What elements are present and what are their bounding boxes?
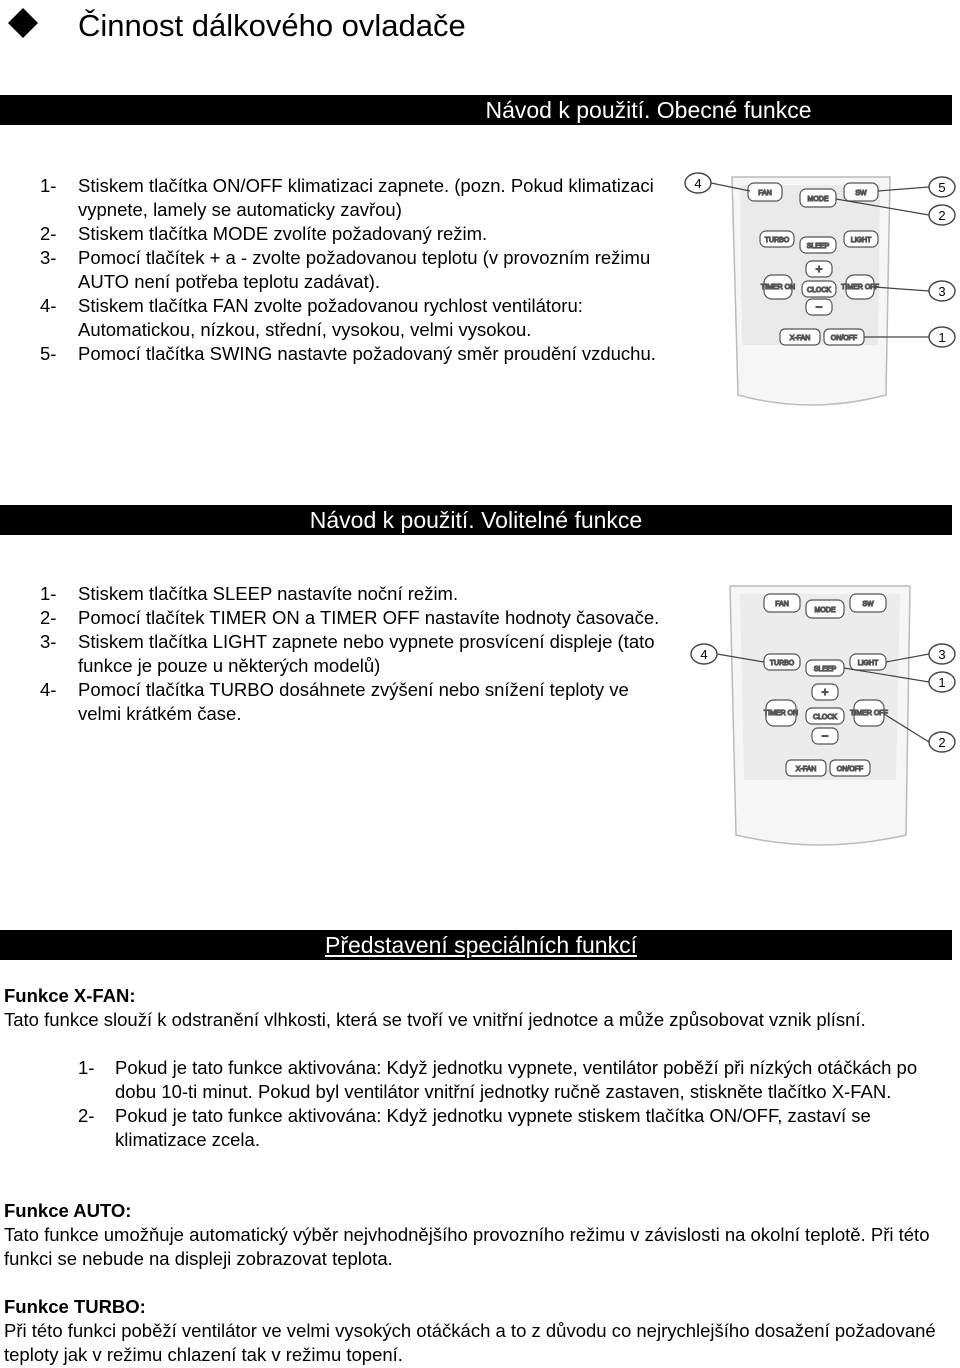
list-item: 2- Stiskem tlačítka MODE zvolíte požadovaný režim.	[40, 223, 488, 244]
list-item: 4- Pomocí tlačítka TURBO dosáhnete zvýšení nebo snížení teploty ve velmi krátkém čase.	[40, 679, 629, 724]
list-item: 2- Pokud je tato funkce aktivována: Když jednotku vypnete stiskem tlačítka ON/OFF, zastaví se klimatizace zcela.	[78, 1105, 871, 1150]
clock-button	[802, 281, 836, 297]
plus-button	[806, 261, 832, 277]
callout-2	[929, 205, 955, 225]
section-heading-special: Představení speciálních funkcí	[0, 930, 952, 960]
svg-text:4: 4	[700, 647, 708, 662]
minus-button	[806, 299, 832, 315]
onoff-button	[824, 329, 864, 345]
svg-text:4: 4	[694, 176, 702, 191]
xfan-heading: Funkce X-FAN:	[4, 985, 136, 1006]
svg-text:MODE: MODE	[807, 196, 829, 203]
list-item: 1- Stiskem tlačítka ON/OFF klimatizaci zapnete. (pozn. Pokud klimatizaci vypnete, lamely se automaticky zavřou)	[40, 175, 654, 220]
list-item: 1- Pokud je tato funkce aktivována: Když jednotku vypnete, ventilátor poběží při nízkých otáčkách po dobu 10-ti minut. Pokud byl ventilátor vnitřní jednotky ručně zastaven, stiskněte tlačítko X-FAN.	[78, 1057, 918, 1102]
list-item: 2- Pomocí tlačítek TIMER ON a TIMER OFF nastavíte hodnoty časovače.	[40, 607, 660, 628]
callout-1	[929, 672, 955, 692]
diamond-bullet-icon	[8, 8, 38, 38]
svg-text:ON/OFF: ON/OFF	[830, 335, 858, 342]
callout-4	[685, 173, 711, 193]
remote-control-illustration-optional	[680, 580, 958, 855]
svg-text:CLOCK: CLOCK	[812, 714, 838, 721]
svg-text:TIMER ON: TIMER ON	[763, 710, 799, 717]
svg-text:X-FAN: X-FAN	[795, 766, 817, 773]
list-item: 3- Pomocí tlačítek + a - zvolte požadovanou teplotu (v provozním režimu AUTO není potřeba teplotu zadávat).	[40, 247, 651, 292]
minus-button	[812, 728, 838, 744]
callout-2	[929, 732, 955, 752]
sleep-button	[806, 660, 844, 676]
svg-text:LIGHT: LIGHT	[850, 237, 872, 244]
turbo-button	[760, 231, 794, 247]
callout-5	[929, 177, 955, 197]
callout-1	[929, 327, 955, 347]
svg-text:SW: SW	[862, 601, 874, 608]
auto-description: Tato funkce umožňuje automatický výběr nejvhodnějšího provozního režimu v závislosti na okolní teplotě. Při této funkci se nebude na displeji zobrazovat teplota.	[4, 1224, 930, 1269]
svg-text:TIMER ON: TIMER ON	[760, 284, 796, 291]
swing-button	[844, 183, 878, 201]
svg-text:FAN: FAN	[775, 601, 789, 608]
svg-text:−: −	[815, 300, 823, 314]
light-button	[844, 231, 878, 247]
onoff-button	[830, 760, 870, 776]
light-button	[850, 654, 886, 670]
svg-text:+: +	[815, 262, 823, 276]
xfan-description: Tato funkce slouží k odstranění vlhkosti, která se tvoří ve vnitřní jednotce a může způsobovat vznik plísní.	[4, 1009, 866, 1030]
svg-text:MODE: MODE	[814, 607, 836, 614]
mode-button	[806, 600, 844, 618]
section-heading-general: Návod k použití. Obecné funkce	[0, 95, 952, 125]
turbo-button	[764, 654, 800, 670]
svg-text:TIMER OFF: TIMER OFF	[850, 710, 888, 717]
svg-text:1: 1	[938, 330, 946, 345]
general-steps-list	[40, 174, 670, 366]
list-item: 5- Pomocí tlačítka SWING nastavte požadovaný směr proudění vzduchu.	[40, 343, 656, 364]
svg-text:+: +	[821, 685, 829, 699]
svg-text:X-FAN: X-FAN	[789, 335, 811, 342]
callout-3	[929, 644, 955, 664]
page-title: Činnost dálkového ovladače	[78, 8, 466, 43]
list-item: 3- Stiskem tlačítka LIGHT zapnete nebo vypnete prosvícení displeje (tato funkce je pouze u některých modelů)	[40, 631, 655, 676]
callout-4	[691, 644, 717, 664]
timer-on-button	[761, 275, 795, 299]
fan-button	[764, 594, 800, 612]
sleep-button	[800, 237, 836, 253]
mode-button	[800, 189, 836, 207]
xfan-steps-list	[78, 1056, 948, 1152]
svg-text:5: 5	[938, 180, 946, 195]
svg-text:TURBO: TURBO	[764, 237, 790, 244]
svg-text:CLOCK: CLOCK	[806, 287, 832, 294]
list-item: 1- Stiskem tlačítka SLEEP nastavíte noční režim.	[40, 583, 459, 604]
list-item: 4- Stiskem tlačítka FAN zvolte požadovanou rychlost ventilátoru: Automatickou, nízkou, střední, vysokou, velmi vysokou.	[40, 295, 583, 340]
svg-text:2: 2	[938, 735, 946, 750]
svg-text:−: −	[821, 729, 829, 743]
turbo-heading: Funkce TURBO:	[4, 1296, 146, 1317]
timer-off-button	[850, 700, 888, 726]
section-heading-optional: Návod k použití. Volitelné funkce	[0, 505, 952, 535]
svg-text:SLEEP: SLEEP	[813, 666, 837, 673]
svg-text:ON/OFF: ON/OFF	[836, 766, 864, 773]
svg-text:TURBO: TURBO	[769, 660, 795, 667]
remote-control-illustration-general	[680, 165, 958, 417]
svg-text:2: 2	[938, 208, 946, 223]
swing-button	[850, 594, 886, 612]
svg-text:3: 3	[938, 284, 946, 299]
plus-button	[812, 684, 838, 700]
optional-steps-list	[40, 582, 670, 726]
fan-button	[748, 183, 782, 201]
svg-text:TIMER OFF: TIMER OFF	[841, 284, 879, 291]
svg-text:SLEEP: SLEEP	[806, 243, 830, 250]
svg-text:1: 1	[938, 675, 946, 690]
xfan-button	[786, 760, 826, 776]
svg-text:FAN: FAN	[758, 190, 772, 197]
turbo-description: Při této funkci poběží ventilátor ve velmi vysokých otáčkách a to z důvodu co nejrychlejšího dosažení požadované teploty jak v režimu chlazení tak v režimu topení.	[4, 1320, 936, 1365]
svg-text:LIGHT: LIGHT	[857, 660, 879, 667]
timer-off-button	[841, 275, 879, 299]
svg-text:3: 3	[938, 647, 946, 662]
timer-on-button	[764, 700, 798, 726]
callout-3	[929, 281, 955, 301]
xfan-button	[780, 329, 820, 345]
auto-heading: Funkce AUTO:	[4, 1200, 132, 1221]
svg-text:SW: SW	[855, 190, 867, 197]
clock-button	[806, 708, 844, 724]
